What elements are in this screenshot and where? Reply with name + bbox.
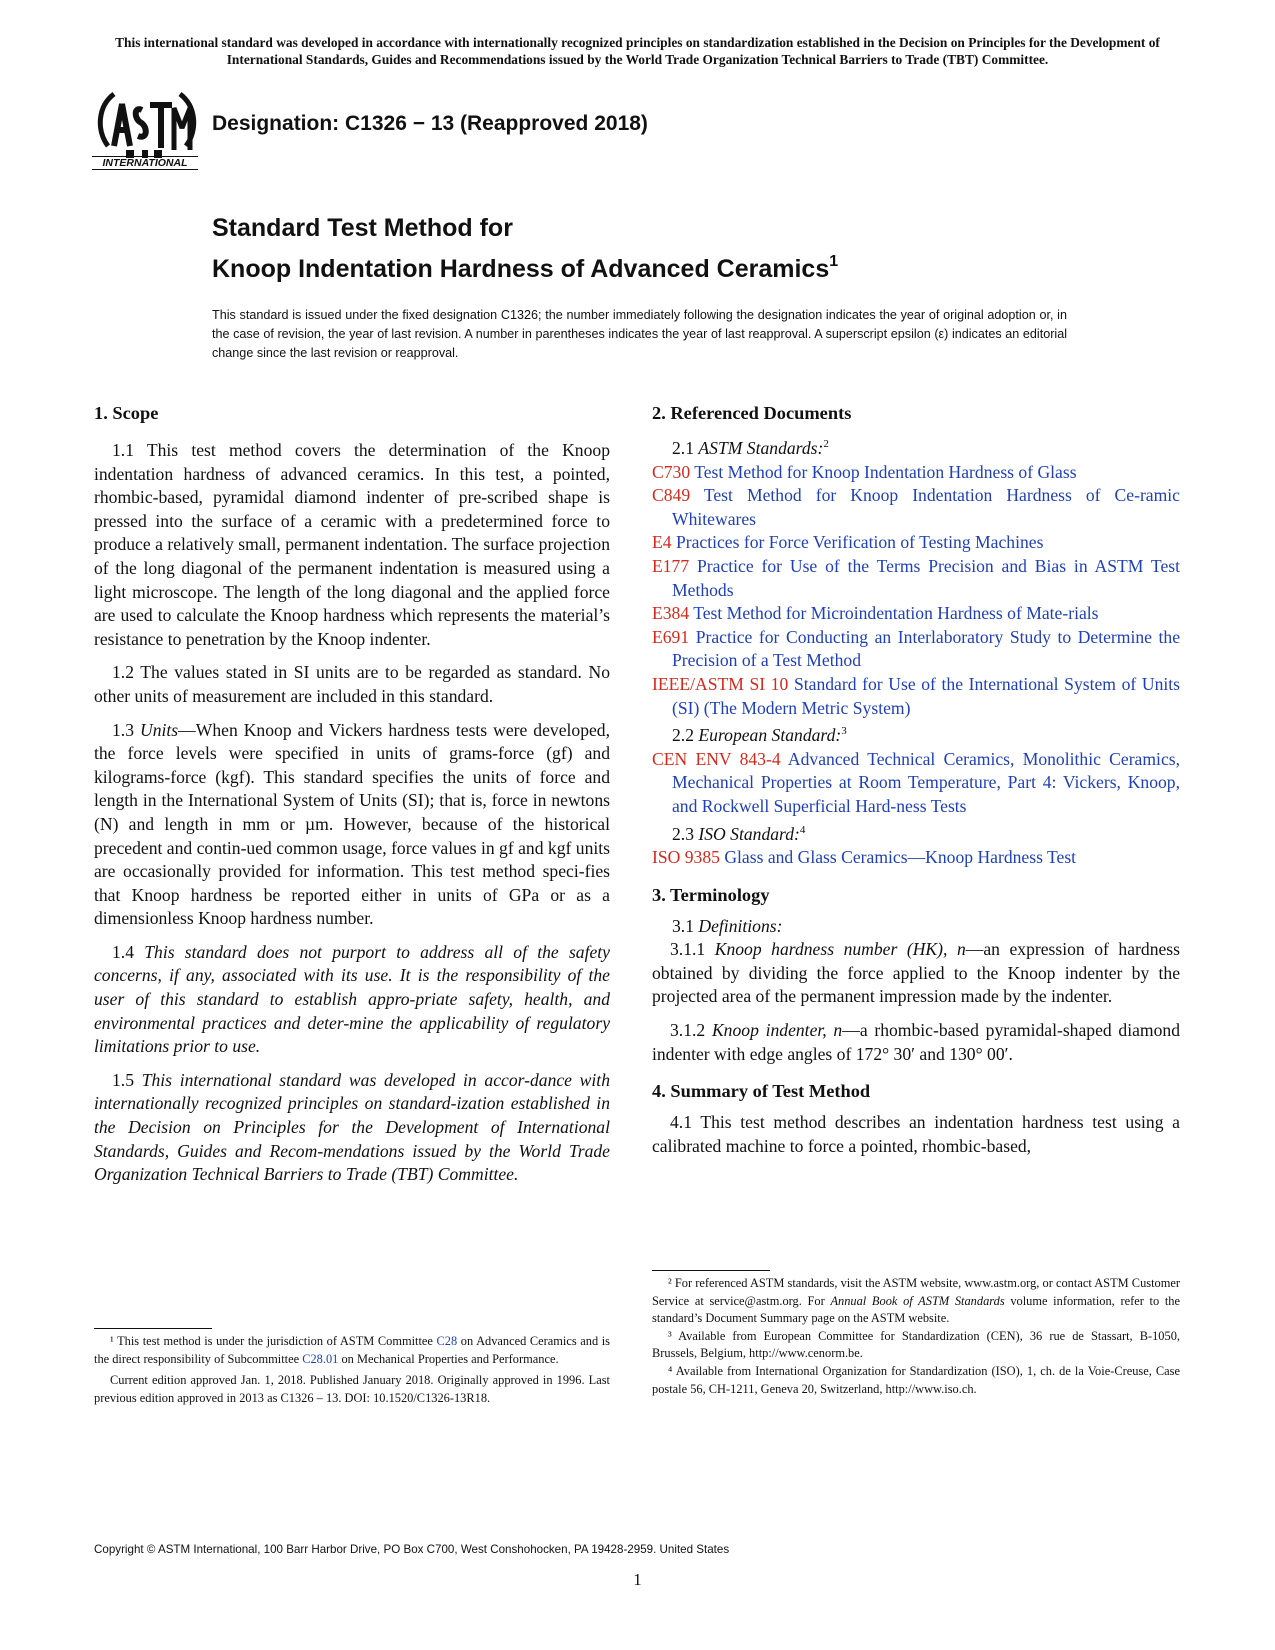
wto-statement: This international standard was developed in accor-dance with internationally recognized principles on standard-ization established in the Decision on Principles for the Development of International Standards, Guides and Recom-mendations issued by the World Trade Organization Technical Barriers to Trade (TBT) Committee. [94,1069,610,1185]
reference-item [652,484,1180,531]
subsection-number: 3.1 [672,915,694,936]
reference-title-link[interactable]: Advanced Technical Ceramics, Monolithic Ceramics, Mechanical Properties at Room Temperature, Part 4: Vickers, Knoop, and Rockwell Superficial Hard-ness Tests [672,748,1180,816]
reference-item [652,748,1180,819]
subsection-number: 2.2 [672,725,694,746]
reference-code-link[interactable]: C730 [652,461,691,482]
right-footnotes [652,1270,1180,1398]
footnote-italic: Annual Book of ASTM Standards [830,1293,1005,1308]
reference-title-link[interactable]: Test Method for Knoop Indentation Hardness of Glass [690,461,1077,482]
reference-item [652,555,1180,602]
paragraph-1-4 [94,941,610,1059]
title-line-1: Standard Test Method for [212,214,513,242]
reference-code-link[interactable]: E384 [652,603,690,624]
right-column [652,402,1180,1168]
paragraph-1-1: 1.1 This test method covers the determination of the Knoop indentation hardness of advanced ceramics. In this test, a pointed, rhombic-based, pyramidal diamond indenter of pre-scribed shape is pressed into the surface of a ceramic with a predetermined force to produce a relatively small, permanent indentation. The surface projection of the long diagonal of the permanent indentation is measured using a light microscope. The length of the long diagonal and the applied force are used to calculate the Knoop hardness which represents the material’s resistance to penetration by the Knoop indenter. [94,440,610,649]
footnote-1 [94,1333,610,1368]
reference-item [652,531,1180,555]
paragraph-number: 1.4 [112,941,134,962]
footnote-divider [652,1270,770,1271]
paragraph-body: —When Knoop and Vickers hardness tests were developed, the force levels were specified in units of grams-force (gf) and kilograms-force (kgf). This standard specifies the units of force and length in the International System of Units (SI); that is, force in newtons (N) and length in mm or µm. However, because of the historical precedent and contin-ued common usage, force values in gf and kgf units are occasionally provided for information. This test method speci-fies that Knoop hardness be reported either in units of GPa or as a dimensionless Knoop hardness number. [94,719,611,929]
title-footnote-mark: 1 [829,253,839,270]
designation: Designation: C1326 − 13 (Reapproved 2018) [212,112,648,135]
reference-item [652,846,1180,870]
subsection-astm-standards [652,433,1180,461]
subsection-number: 2.1 [672,438,694,458]
footnote-text: volume information, refer to the standard’s Document Summary page on the ASTM website. [652,1293,1180,1326]
title-main: Knoop Indentation Hardness of Advanced Ceramics [212,255,830,283]
definition-body: —an expression of hardness obtained by dividing the force applied to the Knoop indenter by the projected area of the permanent impression made by the indenter. [652,939,1180,1007]
subsection-european-standard [652,720,1180,748]
definition-knoop-hardness-number [652,938,1180,1009]
footnote-2 [652,1275,1180,1328]
reference-item [652,461,1180,485]
paragraph-1-5 [94,1069,610,1187]
reference-title-link[interactable]: Test Method for Microindentation Hardness of Mate-rials [689,603,1099,624]
subsection-label: ISO Standard: [698,823,800,844]
definition-knoop-indenter [652,1019,1180,1066]
paragraph-number: 3.1.1 [670,939,706,960]
reference-code-link[interactable]: E177 [652,555,690,576]
title-line-2 [212,245,838,286]
footnote-mark: 2 [823,438,829,450]
reference-title-link[interactable]: Practice for Conducting an Interlaboratory Study to Determine the Precision of a Test Method [672,626,1180,671]
page-number: 1 [633,1570,642,1589]
paragraph-1-2: 1.2 The values stated in SI units are to be regarded as standard. No other units of measurement are included in this standard. [94,662,610,706]
document-title [212,212,838,286]
paragraph-number: 1.3 [112,719,134,740]
reference-title-link[interactable]: Standard for Use of the International System of Units (SI) (The Modern Metric System) [672,673,1180,718]
logo-wordmark: INTERNATIONAL [92,156,198,170]
footnote-text: on Advanced Ceramics and is the direct responsibility of Subcommittee [94,1334,610,1366]
reference-code-link[interactable]: E4 [652,532,672,553]
subsection-number: 2.3 [672,823,694,844]
reference-code-link[interactable]: E691 [652,626,690,647]
safety-statement: This standard does not purport to address all of the safety concerns, if any, associated with its use. It is the responsibility of the user of this standard to establish appro-priate safety, health, and environmental practices and deter-mine the applicability of regulatory limitations prior to use. [94,941,610,1057]
reference-title-link[interactable]: Practice for Use of the Terms Precision and Bias in ASTM Test Methods [672,555,1180,600]
reference-title-link[interactable]: Glass and Glass Ceramics—Knoop Hardness Test [719,847,1077,868]
reference-item [652,602,1180,626]
reference-title-link[interactable]: Practices for Force Verification of Testing Machines [671,532,1044,553]
reference-item [652,673,1180,720]
subsection-label: ASTM Standards: [698,438,824,458]
copyright-line: Copyright © ASTM International, 100 Barr Harbor Drive, PO Box C700, West Conshohocken, PA 19428-2959. United States [94,1543,730,1556]
reference-code-link[interactable]: IEEE/ASTM SI 10 [652,673,789,694]
paragraph-number: 3.1.2 [670,1020,706,1041]
top-notice: This international standard was developed in accordance with internationally recognized principles on standardization established in the Decision on Principles for the Development of International Standards, Guides and Recommendations issued by the World Trade Organization Technical Barriers to Trade (TBT) Committee. [115,35,1160,67]
section-heading-terminology: 3. Terminology [652,884,770,905]
footnote-mark: 3 [841,725,847,738]
section-heading-summary: 4. Summary of Test Method [652,1081,871,1102]
subsection-iso-standard [652,819,1180,847]
astm-logo [92,84,202,180]
definition-body: —a rhombic-based pyramidal-shaped diamond indenter with edge angles of 172° 30′ and 130° 00′. [652,1020,1180,1064]
subsection-definitions [652,915,1180,939]
section-heading-scope: 1. Scope [94,403,159,423]
reference-item [652,626,1180,673]
footnote-text: ² For referenced ASTM standards, visit the ASTM website, www.astm.org, or contact ASTM Customer Service at service@astm.org. For [652,1276,1180,1308]
left-footnotes [94,1328,610,1407]
link-c28-01[interactable]: C28.01 [302,1351,339,1366]
issued-note: This standard is issued under the fixed designation C1326; the number immediately following the designation indicates the year of original adoption or, in the case of revision, the year of last revision. A number in parentheses indicates the year of last reapproval. A superscript epsilon (ε) indicates an editorial change since the last revision or reapproval. [212,308,1067,360]
reference-code-link[interactable]: C849 [652,485,691,506]
european-reference-list [652,748,1180,819]
subsection-label: Definitions: [698,915,783,936]
section-heading-references: 2. Referenced Documents [652,403,852,423]
term: Knoop indenter, n [711,1020,843,1041]
paragraph-number: 1.5 [112,1069,134,1090]
reference-code-link[interactable]: CEN ENV 843-4 [652,748,781,769]
footnote-mark: 4 [799,823,806,836]
subsection-label: European Standard: [698,725,842,746]
footnote-text: on Mechanical Properties and Performance. [338,1351,559,1366]
footnote-divider [94,1328,212,1329]
footnote-edition: Current edition approved Jan. 1, 2018. Published January 2018. Originally approved in 1996. Last previous edition approved in 2013 as C1326 – 13. DOI: 10.1520/C1326-13R18. [94,1373,610,1405]
footnote-4: ⁴ Available from International Organization for Standardization (ISO), 1, ch. de la Voie-Creuse, Case postale 56, CH-1211, Geneva 20, Switzerland, http://www.iso.ch. [652,1363,1180,1396]
left-column [94,402,610,1197]
term: Knoop hardness number (HK), n [714,939,966,960]
term-units: Units [140,719,179,740]
reference-code-link[interactable]: ISO 9385 [652,847,720,868]
link-c28[interactable]: C28 [436,1334,458,1348]
paragraph-4-1: 4.1 This test method describes an indentation hardness test using a calibrated machine to force a pointed, rhombic-based, [652,1112,1180,1156]
astm-reference-list [652,461,1180,721]
paragraph-1-3 [94,719,610,931]
footnote-text: ¹ This test method is under the jurisdiction of ASTM Committee [110,1334,437,1348]
iso-reference-list [652,846,1180,870]
footnote-3: ³ Available from European Committee for Standardization (CEN), 36 rue de Stassart, B-1050, Brussels, Belgium, http://www.cenorm.be. [652,1328,1180,1361]
reference-title-link[interactable]: Test Method for Knoop Indentation Hardness of Ce-ramic Whitewares [672,485,1180,529]
